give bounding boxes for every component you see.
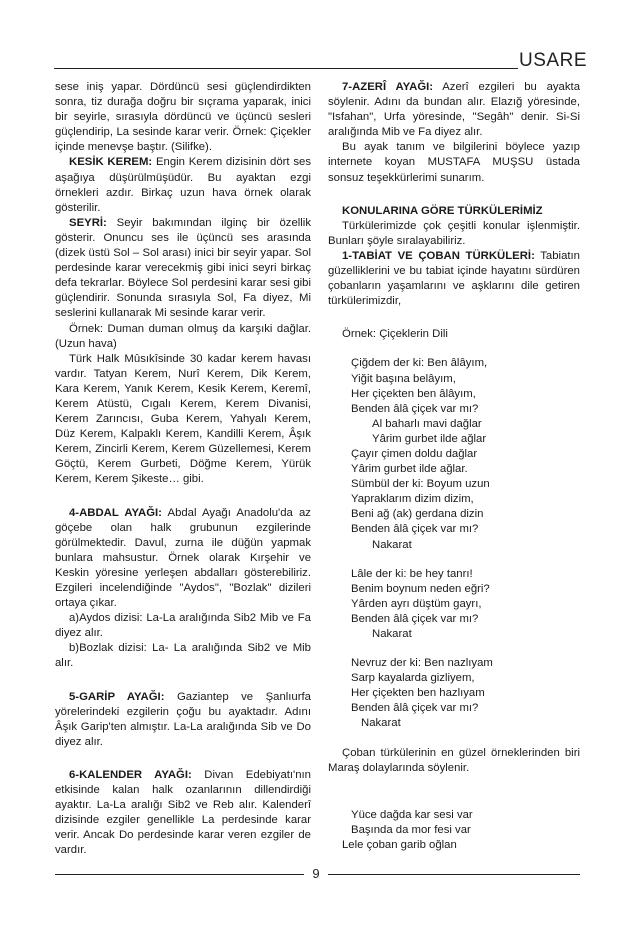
paragraph-kerem-list: Türk Halk Mûsıkîsinde 30 kadar kerem havası vardır. Tatyan Kerem, Nurî Kerem, Dik Kerem, Kara Kerem, Yanık Kerem, Kesik Kerem, Keremî, Kerem Atüstü, Cıgalı Kerem, Kerem Divanisi, Kerem Zarıncısı, Guba Kerem, Yahyalı Kerem, Düz Kerem, Kalpaklı Kerem, Kandilli Kerem, Âşık Kerem, Zincirli Kerem, Kerem Güzellemesi, Kerem Göçtü, Kerem Gurbeti, Döğme Kerem, Yürük Kerem, Kerem Şikeste… gibi. [55,352,311,486]
poem-line: Al baharlı mavi dağlar [372,417,482,430]
paragraph-text: Divan Edebiyatı'nın etkisinde kalan halk ozanlarının dillendirdiği ayaktır. La-La aralığı Sib2 ve Reb alır. Kalenderî dizisinde ezgiler genellikle La perdesinde karar verir. Ancak Do perdesinde karar veren ezgiler de vardır. [55,768,311,857]
paragraph-abdal [55,506,311,612]
poem-line: Lele çoban garib oğlan [342,838,457,851]
poem-line: Yârim gurbet ilde ağlar. [351,463,468,476]
paragraph-aydos: a)Aydos dizisi: La-La aralığında Sib2 Mib ve Fa diyez alır. [55,612,311,640]
poem-line: Benim boynum neden eğri? [351,582,490,595]
paragraph-tabiat [328,249,580,309]
paragraph-coban: Çoban türkülerinin en güzel örneklerinden biri Maraş dolaylarında söylenir. [328,746,580,774]
poem-line: Yârim gurbet ilde ağlar [372,432,487,445]
section-heading: 1-TABİAT VE ÇOBAN TÜRKÜLERİ: [342,249,535,262]
right-column [328,80,580,853]
section-heading: 5-GARİP AYAĞI: [69,690,165,703]
poem-stanza [328,567,580,642]
poem-line: Yüce dağda kar sesi var [351,808,473,821]
paragraph-text: Azerî ezgileri bu ayakta söylenir. Adını da bundan alır. Elazığ yöresinde, "Isfahan", Urfa yöresinde, "Segâh" denir. Si-Si aralığında Mib ve Fa diyez alır. [328,81,581,139]
paragraph-seyri [55,216,311,322]
paragraph-text: Tabiatın güzelliklerini ve bu tabiat içinde hayatını sürdüren çobanların yaşamlarını ve aşklarını dile getiren türkülerimizdir, [328,249,580,308]
refrain-label: Nakarat [372,628,412,640]
poem-line: Sarp kayalarda gizliyem, [351,672,475,685]
paragraph-thanks: Bu ayak tanım ve bilgilerini böylece yazıp internete koyan MUSTAFA MUŞSU üstada sonsuz teşekkürlerimi sunarım. [328,141,580,184]
poem-line: Beni ağ (ak) gerdana dizin [351,508,484,521]
poem-line: Benden âlâ çiçek var mı? [351,612,479,625]
paragraph: sese iniş yapar. Dördüncü sesi güçlendirdikten sonra, tiz durağa doğru bir sıçrama yaparak, inici bir seyirle, sırasıyla dördüncü ve üçüncü sesleri güçlendirip, La sesinde karar verir. Örnek: Çiçekler içinde menevşe baştır. (Silifke). [55,81,311,154]
poem-line: Yârden ayrı düştüm gayrı, [351,597,482,610]
poem-stanza [328,656,580,731]
paragraph-text: Engin Kerem dizisinin dört ses aşağıya düşürülmüşüdür. Bu ayaktan ezgi örnekleri azdır. Birkaç uzun hava örnek olarak gösterilir. [55,156,311,214]
footer-rule [328,874,580,875]
poem-line: Sümbül der ki: Boyum uzun [351,478,490,491]
footer-rule [55,874,304,875]
section-heading: 6-KALENDER AYAĞI: [69,768,192,781]
poem-line: Lâle der ki: be hey tanrı! [351,567,473,580]
poem-line: Çiğdem der ki: Ben âlâyım, [351,357,488,370]
poem-stanza [328,356,580,552]
example-title: Örnek: Çiçeklerin Dili [342,328,448,341]
header-rule [54,68,518,69]
paragraph-text: Seyir bakımından ilginç bir özellik gösterir. Onuncu ses ile üçüncü ses arasında (dizek üstü Sol – Sol arası) inici bir seyir yapar. Sol perdesinde karar verecekmiş gibi inici seyri birkaç defa tekrarlar. Böylece Sol perdesini karar sesi gibi güçlendirir. Sonunda sırasıyla Sol, Fa diyez, Mi seslerini kullanarak Mi sesinde karar verir. [55,216,311,320]
paragraph-ornek: Örnek: Duman duman olmuş da karşıki dağlar. (Uzun hava) [55,322,311,350]
poem-line: Her çiçekten ben hazlıyam [351,687,485,700]
poem-line: Her çiçekten ben âlâyım, [351,387,476,400]
left-column [55,80,311,859]
paragraph-bozlak: b)Bozlak dizisi: La- La aralığında Sib2 ve Mib alır. [55,642,311,670]
poem-stanza [328,808,580,853]
section-heading: SEYRİ: [69,216,107,229]
poem-line: Benden âlâ çiçek var mı? [351,702,479,715]
poem-line: Benden âlâ çiçek var mı? [351,402,479,415]
section-heading-konular: KONULARINA GÖRE TÜRKÜLERİMİZ [342,204,543,217]
paragraph-konular: Türkülerimizde çok çeşitli konular işlenmiştir. Bunları şöyle sıralayabiliriz. [328,219,580,247]
paragraph-text: Abdal Ayağı Anadolu'da az göçebe olan halk grubunun ezgilerinde görülmektedir. Davul, zurna ile düğün yapmak bunlara mahsustur. Örnek olarak Kırşehir ve Keskin yöresine yerleşen abdalları gösterebiliriz. Ezgileri incelendiğinde "Aydos", "Bozlak" dizileri ortaya çıkar. [55,506,311,610]
paragraph-kalender [55,768,311,859]
running-header: USARE [519,50,587,71]
refrain-label: Nakarat [361,717,401,730]
paragraph-text: Gaziantep ve Şanlıurfa yörelerindeki ezgilerin çoğu bu ayaktadır. Adını Âşık Garip'ten almıştır. La-La aralığında Sib ve Do diyez alır. [55,690,311,748]
poem-line: Benden âlâ çiçek var mı? [351,523,479,536]
refrain-label: Nakarat [372,538,412,551]
section-heading: 4-ABDAL AYAĞI: [69,506,162,519]
paragraph-kesik-kerem [55,155,311,215]
section-heading: KESİK KEREM: [69,156,153,169]
paragraph-garip [55,690,311,750]
poem-line: Yapraklarım dizim dizim, [351,493,474,506]
page-number: 9 [312,866,320,881]
section-heading: 7-AZERÎ AYAĞI: [342,81,434,93]
poem-line: Çayır çimen doldu dağlar [351,447,478,460]
poem-line: Nevruz der ki: Ben nazlıyam [351,657,493,670]
poem-line: Yiğit başına belâyım, [351,372,456,385]
paragraph-azeri [328,80,580,140]
poem-line: Başında da mor fesi var [351,823,471,836]
